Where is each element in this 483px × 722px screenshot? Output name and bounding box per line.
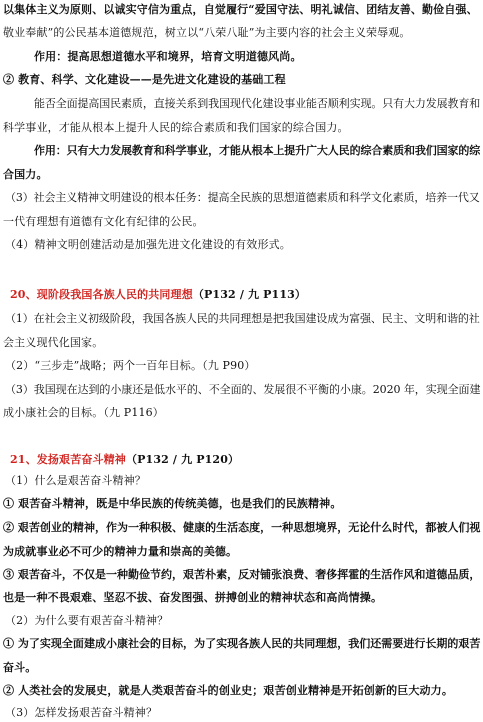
text-line: ① 为了实现全面建成小康社会的目标，为了实现各族人民的共同理想，我们还需要进行长期的艰苦 [3,637,481,650]
section-heading-20 [10,288,306,302]
text-line: ③ 艰苦奋斗，不仅是一种勤俭节约，艰苦朴素，反对铺张浪费、奢侈挥霍的生活作风和道德品质， [3,568,481,581]
text-line: 科学事业，才能从根本上提升人民的综合素质和我们国家的综合国力。 [3,121,349,134]
text-line: 作用：只有大力发展教育和科学事业，才能从根本上提升广大人民的综合素质和我们国家的综 [34,144,481,157]
text-line: 合国力。 [3,168,48,181]
section-title: 21、发扬艰苦奋斗精神 [10,453,126,466]
section-heading-21 [10,453,239,467]
text-line: （3）我国现在达到的小康还是低水平的、不全面的、发展很不平衡的小康。2020 年，实现全面建 [5,383,481,396]
text-line: （2）“三步走”战略；两个一百年目标。（九 P90） [5,359,256,372]
text-line: 能否全面提高国民素质，直接关系到我国现代化建设事业能否顺利实现。只有大力发展教育和 [34,97,481,110]
text-line: 敬业奉献”的公民基本道德规范，树立以“八荣八耻”为主要内容的社会主义荣辱观。 [3,26,411,39]
text-line: （3）社会主义精神文明建设的根本任务：提高全民族的思想道德素质和科学文化素质，培养一代又 [5,191,480,204]
text-line: （4）精神文明创建活动是加强先进文化建设的有效形式。 [5,238,291,251]
text-line: ② 艰苦创业的精神，作为一种积极、健康的生活态度，一种思想境界，无论什么时代，都被人们视 [3,521,481,534]
text-line: ① 艰苦奋斗精神，既是中华民族的传统美德，也是我们的民族精神。 [3,497,342,510]
text-line: 作用：提高思想道德水平和境界，培育文明道德风尚。 [34,50,302,63]
text-line: （1）什么是艰苦奋斗精神？ [5,474,146,487]
text-line: 为成就事业必不可少的精神力量和崇高的美德。 [3,545,238,558]
text-line: 以集体主义为原则、以诚实守信为重点，自觉履行“爱国守法、明礼诚信、团结友善、勤俭自强、 [3,3,478,16]
text-line: ② 教育、科学、文化建设——是先进文化建设的基础工程 [3,73,286,86]
text-line: ② 人类社会的发展史，就是人类艰苦奋斗的创业史；艰苦创业精神是开拓创新的巨大动力。 [3,684,453,697]
text-line: 会主义现代化国家。 [3,336,104,349]
page-reference: （P132 / 九 P113） [192,288,307,301]
page-reference: （P132 / 九 P120） [125,453,240,466]
text-line: （1）在社会主义初级阶段，我国各族人民的共同理想是把我国建设成为富强、民主、文明和谐的社 [5,312,480,325]
text-line: 成小康社会的目标。（九 P116） [3,406,164,419]
text-line: （3）怎样发扬艰苦奋斗精神？ [5,706,158,719]
text-line: 奋斗。 [3,661,37,674]
section-title: 20、现阶段我国各族人民的共同理想 [10,288,193,301]
text-line: 一代有理想有道德有文化有纪律的公民。 [3,215,204,228]
text-line: 也是一种不畏艰难、坚忍不拔、奋发图强、拼搏创业的精神状态和高尚情操。 [3,591,383,604]
text-line: （2）为什么要有艰苦奋斗精神？ [5,614,169,627]
